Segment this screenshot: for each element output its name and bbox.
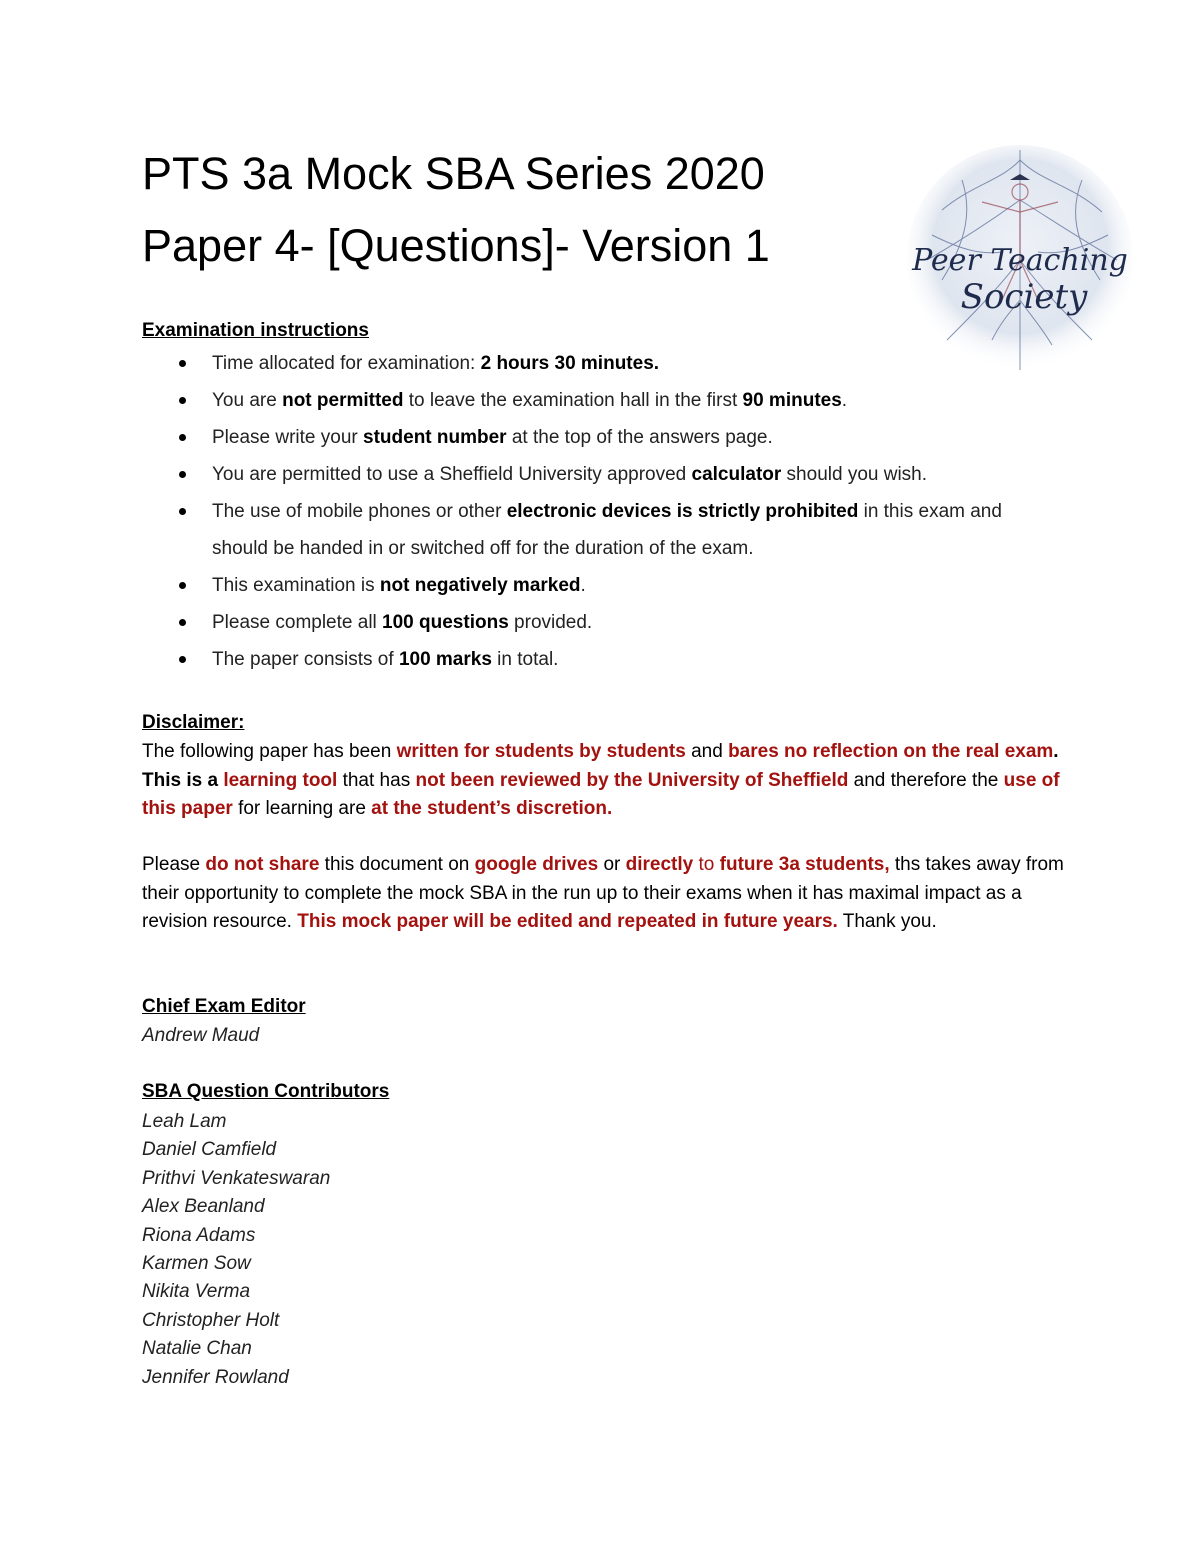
- list-item: Jennifer Rowland: [142, 1366, 289, 1388]
- logo-text-line-1: Peer Teaching: [912, 243, 1128, 278]
- disclaimer-heading: Disclaimer:: [142, 712, 245, 733]
- contributors-heading: SBA Question Contributors: [142, 1081, 390, 1102]
- peer-teaching-society-logo: [902, 140, 1138, 376]
- disclaimer-paragraph-1: The following paper has been written for students by students and bares no reflection on the real exam. This is a learning tool that has not been reviewed by the University of Sheffield and therefore the use of this paper for learning are at the student’s discretion.: [142, 741, 1060, 819]
- list-item: You are not permitted to leave the examination hall in the first 90 minutes.: [142, 382, 1042, 419]
- list-item: You are permitted to use a Sheffield University approved calculator should you wish.: [142, 456, 1042, 493]
- editor-heading: Chief Exam Editor: [142, 996, 306, 1017]
- list-item: This examination is not negatively marked.: [142, 567, 1042, 604]
- list-item: Nikita Verma: [142, 1281, 251, 1303]
- list-item: Karmen Sow: [142, 1253, 251, 1275]
- title-line-2: Paper 4- [Questions]- Version 1: [142, 220, 770, 271]
- list-item: Prithvi Venkateswaran: [142, 1167, 331, 1189]
- list-item: The use of mobile phones or other electronic devices is strictly prohibited in this exam and should be handed in or switched off for the duration of the exam.: [142, 493, 1042, 567]
- editor-name: Andrew Maud: [142, 1025, 260, 1046]
- list-item: Please write your student number at the top of the answers page.: [142, 419, 1042, 456]
- title-line-1: PTS 3a Mock SBA Series 2020: [142, 148, 765, 199]
- list-item: Alex Beanland: [142, 1196, 265, 1218]
- list-item: Natalie Chan: [142, 1338, 252, 1360]
- list-item: The paper consists of 100 marks in total.: [142, 641, 1042, 678]
- list-item: Christopher Holt: [142, 1309, 280, 1331]
- disclaimer-paragraph-2: Please do not share this document on google drives or directly to future 3a students, ths takes away from their opportunity to complete the mock SBA in the run up to their exams when it has maximal impact as a revision resource. This mock paper will be edited and repeated in future years. Thank you.: [142, 854, 1064, 932]
- logo-text-line-2: Society: [960, 277, 1088, 317]
- list-item: Please complete all 100 questions provided.: [142, 604, 1042, 641]
- list-item: Riona Adams: [142, 1224, 256, 1246]
- instructions-list: [142, 345, 1042, 678]
- contributors-list: [142, 1108, 330, 1392]
- list-item: Leah Lam: [142, 1111, 227, 1132]
- instructions-heading: Examination instructions: [142, 320, 369, 341]
- list-item: Daniel Camfield: [142, 1139, 277, 1161]
- list-item: Time allocated for examination: 2 hours 30 minutes.: [142, 345, 1042, 382]
